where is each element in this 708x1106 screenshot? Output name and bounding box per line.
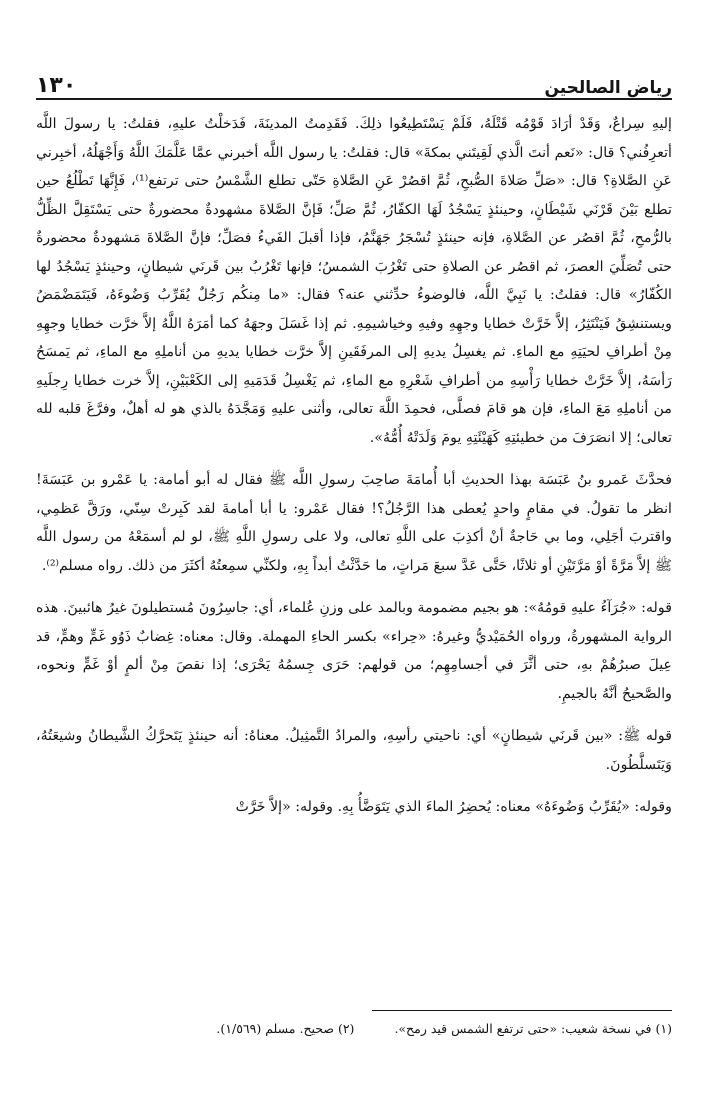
commentary-paragraph-1: قوله: «جُرَآءُ عليهِ قومُهُ»: هو بجيم مضمومة وبالمد على وزنِ عُلماء، أي: جاسِرُونَ مُستطيلونَ غيرُ هائبينَ. هذه الرواية المشهورةُ، ورواه الحُمَيْديُّ وغيرهُ: «حِراء» بكسر الحاءِ المهملة. وقال: معناه: غِضابٌ ذَوُو غَمٍّ وهمٍّ، قد عِيلَ صبرُهُمْ بهِ، حتى أثَّرَ في أجسامِهِم؛ من قولهم: حَرَى جِسمُهُ يَحْرَى؛ إذا نقصَ مِنْ ألمٍ أوْ غَمٍّ ونحوه، والصَّحيحُ أنَّهُ بالجيمِ. [36, 600, 672, 702]
footnote-divider [372, 1010, 672, 1011]
footnote-line [36, 1019, 672, 1039]
footnote-1: (١) في نسخة شعيب: «حتى ترتفع الشمس قيد رمح». [394, 1021, 672, 1036]
document-page [36, 62, 672, 1102]
commentary-paragraph-3: وقوله: «يُقَرِّبُ وَضُوءَهُ» معناه: يُحضِرُ الماءَ الذي يَتَوَضَّأُ بِهِ. وقوله: «إلاَّ خَرَّتْ [235, 799, 672, 815]
commentary-paragraph-2: قوله ﷺ: «بين قَرنَي شيطانٍ» أي: ناحيتي رأسِهِ، والمرادُ التَّمثِيلُ. معناهُ: أنه حينئذٍ يَتَحرَّكُ الشَّيطانُ وشيعَتُهُ، وَيَتَسلَّطُونَ. [36, 728, 672, 773]
hadith-text-paragraph: إليهِ سِراعٌ، وَقَدْ أرَادَ قَوْمُه قَتْلَهُ، فَلَمْ يَسْتَطِيعُوا ذلِكَ. فَقَدِمتُ المدينَةَ، فَدَخلْتُ عليهِ، فقلتُ: يا رسولَ اللَّه أتعرِفُني؟ قال: «نَعم أنتَ الَّذي لَقِيتَني بمكةَ» قال: فقلتُ: يا رسول اللَّه أخبرني عمَّا عَلَّمَكَ اللَّهُ وَأَجْهَلُهُ، أخبِرني عَنِ الصَّلاةِ؟ قال: «صَلِّ صَلاةَ الصُّبحِ، ثُمَّ اقصُرْ عَنِ الصَّلاةِ حَتّى تطلع الشَّمْسُ حتى ترتفع⁽¹⁾، فَإِنَّهَا تَطْلُعُ حين تطلع بَيْنَ قَرْنَي شَيْطَانٍ، وحينئذٍ يَسْجُدُ لَهَا الكفّارُ، ثُمَّ صَلِّ؛ فَإنَّ الصَّلاةَ مشهودةٌ محضورةٌ حتى يَسْتَقِلَّ الظِّلُّ بالرُّمحِ، ثُمَّ اقصُر عن الصَّلاةِ، فإنه حينئذٍ تُسْجَرُ جَهَنَّمُ، فإذا أقبلَ الفَيءُ فصَلِّ؛ فإنَّ الصَّلاةَ مَشهودةٌ محضورةٌ حتى تُصَلِّيَ العصرَ، ثم اقصُر عن الصلاةِ حتى تَغْرُبَ الشمسُ؛ فإنها تَغْرُبُ بين قَرنَي شيطانٍ، وحينئذٍ يَسْجُدُ لها الكُفّارُ» قال: فقلتُ: يا نَبِيَّ اللَّه، فالوضوءُ حدِّثني عنه؟ فقال: «ما مِنكُم رَجُلٌ يُقَرِّبُ وَضُوءَهُ، فَيَتَمَضْمَضُ ويستنشِقُ فَيَنْتَثِرُ، إلاَّ خَرَّتْ خطايا وجهِهِ وفيهِ وخياشيمِهِ. ثم إذا غَسَلَ وجهَهُ كما أمَرَهُ اللَّهُ إلاَّ خرَّت خطايا وجهِهِ مِنْ أطرافِ لحيَتِهِ مع الماءِ. ثم يغسِلُ يديهِ إلى المرفَقَينِ إلاَّ خرَّت خطايا يديهِ من أناملِهِ مع الماءِ، ثم يَمسَحُ رَأسَهُ، إلاَّ خَرَّتْ خطايا رَأْسِهِ من أطرافِ شَعْرِهِ مع الماءِ، ثم يَغْسِلُ قَدَمَيهِ إلى الكَعْبَيْنِ، إلاَّ خرت خطايا رِجلَيهِ من أناملِهِ مَعَ الماءِ، فإن هو قامَ فصلَّى، فحمِدَ اللَّهَ تعالى، وأثنى عليهِ وَمَجَّدَهُ بالذي هو له أهلٌ، وفرَّغَ قلبه لله تعالى؛ إلا انصَرَفَ من خطيئتِهِ كَهَيْئَتِهِ يومَ وَلَدَتْهُ أُمُّهُ». [36, 116, 672, 446]
page-number: ١٣٠ [36, 73, 77, 98]
footnote-2: (٢) صحيح. مسلم (١/٥٦٩). [216, 1021, 355, 1036]
footnotes [36, 1010, 672, 1039]
narration-paragraph: فحدَّثَ عَمرو بنُ عَبَسَة بهذا الحديثِ أبا أُمامَةَ صاحِبَ رسولِ اللَّه ﷺ فقال له أبو أمامة: يا عَمْرو بن عَبَسَةَ! انظر ما تقولُ. في مقامٍ واحدٍ يُعطى هذا الرَّجُلُ؟! فقال عَمْرو: يا أبا أمامةَ لقد كَبِرتْ سِنّي، ورَقَّ عَظمِي، واقتربَ أجَلِي، وما بي حَاجةٌ أنْ أكذِبَ على اللَّهِ تعالى، ولا على رسولِ اللَّهِ ﷺ، لو لم أسمَعْهُ من رسول اللَّه ﷺ إلاَّ مَرَّةً أوْ مَرَّتَيْنِ أو ثلاثًا، حَتَّى عَدَّ سبعَ مَراتٍ، ما حَدَّثْتُ أبداً بِهِ، ولكنِّي سمِعتُهُ أكثَرَ من ذلك. رواه مسلم⁽²⁾. [36, 472, 672, 574]
book-title: رياض الصالحين [544, 78, 672, 98]
page-header [36, 62, 672, 100]
